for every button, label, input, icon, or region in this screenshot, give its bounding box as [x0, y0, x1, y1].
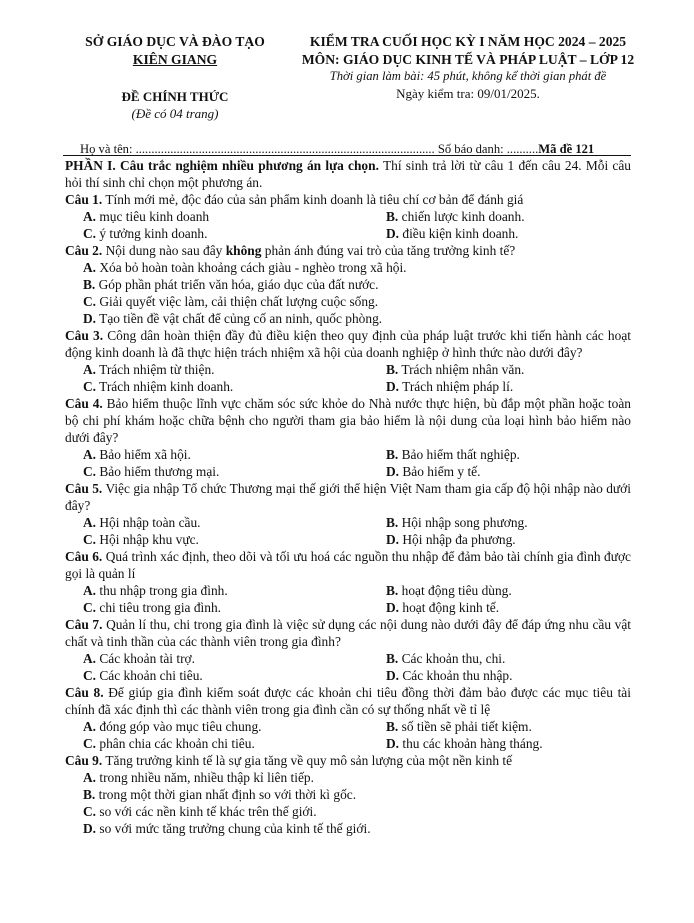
option-text: Bảo hiểm xã hội. — [96, 447, 191, 462]
option-text: Trách nhiệm từ thiện. — [96, 362, 215, 377]
question-2 — [65, 242, 631, 259]
option-d — [386, 531, 631, 548]
option-key: D. — [386, 379, 400, 394]
question-label: Câu 6. — [65, 549, 103, 564]
question-text: Tăng trưởng kinh tế là sự gia tăng về quy mô sản lượng của một nền kinh tế — [102, 753, 513, 768]
question-text: Việc gia nhập Tổ chức Thương mại thế giới thể hiện Việt Nam tham gia cấp độ hội nhập nào dưới đây? — [65, 481, 631, 513]
option-b — [386, 650, 631, 667]
option-key: D. — [83, 821, 97, 836]
option-key: A. — [83, 362, 97, 377]
option-key: D. — [386, 464, 400, 479]
option-b — [386, 361, 631, 378]
option-key: A. — [83, 260, 97, 275]
question-label: Câu 2. — [65, 243, 103, 258]
header-divider — [63, 155, 631, 156]
options-row — [65, 446, 631, 463]
option-key: C. — [83, 600, 97, 615]
option-key: C. — [83, 294, 97, 309]
option-d — [386, 463, 631, 480]
question-9 — [65, 752, 631, 769]
header-left — [70, 33, 280, 122]
options-row — [65, 514, 631, 531]
option-key: A. — [83, 583, 97, 598]
question-6 — [65, 548, 631, 582]
question-label: Câu 9. — [65, 753, 103, 768]
option-key: A. — [83, 651, 97, 666]
option-text: chi tiêu trong gia đình. — [96, 600, 221, 615]
option-d — [65, 820, 631, 837]
option-key: C. — [83, 379, 97, 394]
option-d — [386, 599, 631, 616]
option-text: Trách nhiệm kinh doanh. — [96, 379, 234, 394]
option-text: Các khoản thu, chi. — [398, 651, 506, 666]
option-key: B. — [386, 651, 399, 666]
options-row — [65, 208, 631, 225]
option-c — [65, 803, 631, 820]
option-key: C. — [83, 804, 97, 819]
option-key: A. — [83, 209, 97, 224]
part1-heading — [65, 157, 631, 191]
exam-date: Ngày kiểm tra: 09/01/2025. — [396, 86, 540, 101]
option-text: Trách nhiệm pháp lí. — [399, 379, 514, 394]
question-text: Quản lí thu, chi trong gia đình là việc sử dụng các nội dung nào dưới đây để đáp ứng nhu cầu vật chất và tinh thần của các thành viên trong gia đình? — [65, 617, 631, 649]
option-key: C. — [83, 226, 97, 241]
option-c — [83, 463, 386, 480]
option-text: Các khoản thu nhập. — [399, 668, 513, 683]
question-text: Nội dung nào sau đây — [102, 243, 226, 258]
header-right — [272, 33, 664, 102]
option-c — [83, 225, 386, 242]
option-d — [386, 735, 631, 752]
option-key: D. — [83, 311, 97, 326]
option-b — [386, 514, 631, 531]
option-text: thu các khoản hàng tháng. — [399, 736, 543, 751]
name-and-id-fields: Họ và tên: ............................................................................................... Số báo danh: .......... — [80, 142, 539, 156]
exam-code: Mã đề 121 — [538, 142, 595, 156]
option-text: Các khoản chi tiêu. — [96, 668, 203, 683]
option-a — [83, 650, 386, 667]
option-key: A. — [83, 770, 97, 785]
options-row — [65, 361, 631, 378]
option-key: A. — [83, 719, 97, 734]
option-a — [83, 514, 386, 531]
option-b — [386, 208, 631, 225]
option-a — [83, 446, 386, 463]
option-text: Xóa bỏ hoàn toàn khoảng cách giàu - nghèo trong xã hội. — [96, 260, 407, 275]
option-a — [65, 769, 631, 786]
options-row — [65, 735, 631, 752]
official-label: ĐỀ CHÍNH THỨC — [121, 89, 229, 104]
option-d — [65, 310, 631, 327]
question-4 — [65, 395, 631, 446]
option-key: D. — [386, 226, 400, 241]
question-8 — [65, 684, 631, 718]
option-text: hoạt động kinh tế. — [399, 600, 500, 615]
option-text: phân chia các khoản chi tiêu. — [96, 736, 255, 751]
question-emphasis: không — [225, 243, 262, 258]
option-d — [386, 667, 631, 684]
part1-title: PHẦN I. Câu trắc nghiệm nhiều phương án lựa chọn. — [65, 158, 379, 173]
options-row — [65, 718, 631, 735]
question-5 — [65, 480, 631, 514]
question-text: Để giúp gia đình kiểm soát được các khoản chi tiêu đồng thời đảm bảo được các mục tiêu tài chính đã xác định thì các thành viên trong gia đình cần có sự thống nhất về tỉ lệ — [65, 685, 631, 717]
option-text: Trách nhiệm nhân văn. — [398, 362, 525, 377]
option-key: B. — [83, 787, 96, 802]
option-text: Hội nhập toàn cầu. — [96, 515, 201, 530]
option-c — [83, 667, 386, 684]
option-text: Hội nhập đa phương. — [399, 532, 516, 547]
option-a — [83, 208, 386, 225]
option-a — [83, 718, 386, 735]
question-text: Công dân hoàn thiện đầy đủ điều kiện theo quy định của pháp luật trước khi tiến hành các hoạt động kinh doanh là đã thực hiện trách nhiệm xã hội của doanh nghiệp ở hình thức nào dưới đây? — [65, 328, 631, 360]
options-row — [65, 599, 631, 616]
option-key: B. — [386, 583, 399, 598]
option-key: D. — [386, 600, 400, 615]
option-text: hoạt động tiêu dùng. — [398, 583, 512, 598]
department-name: SỞ GIÁO DỤC VÀ ĐÀO TẠO — [85, 34, 265, 49]
question-7 — [65, 616, 631, 650]
question-label: Câu 7. — [65, 617, 103, 632]
option-key: B. — [386, 515, 399, 530]
question-text: Quá trình xác định, theo dõi và tối ưu hoá các nguồn thu nhập để đảm bảo tài chính gia đình được gọi là quản lí — [65, 549, 631, 581]
option-c — [83, 531, 386, 548]
option-text: so với các nền kinh tế khác trên thế giới. — [96, 804, 317, 819]
options-row — [65, 650, 631, 667]
question-label: Câu 1. — [65, 192, 103, 207]
option-text: Tạo tiền đề vật chất để củng cố an ninh, quốc phòng. — [96, 311, 383, 326]
part1-instruction: Thí sinh trả lời từ câu 1 đến câu 24. Mỗi câu hỏi thí sinh chỉ chọn một phương án. — [65, 158, 632, 190]
option-a — [83, 361, 386, 378]
subject-title: MÔN: GIÁO DỤC KINH TẾ VÀ PHÁP LUẬT – LỚP 12 — [301, 52, 635, 67]
option-a — [65, 259, 631, 276]
option-b — [386, 582, 631, 599]
option-b — [386, 718, 631, 735]
question-label: Câu 4. — [65, 396, 103, 411]
option-text: Góp phần phát triển văn hóa, giáo dục của đất nước. — [95, 277, 379, 292]
option-text: số tiền sẽ phải tiết kiệm. — [398, 719, 532, 734]
option-text: Giải quyết việc làm, cải thiện chất lượng cuộc sống. — [96, 294, 379, 309]
option-key: D. — [386, 736, 400, 751]
question-label: Câu 5. — [65, 481, 103, 496]
option-c — [83, 378, 386, 395]
option-key: C. — [83, 736, 97, 751]
option-text: Các khoản tài trợ. — [96, 651, 195, 666]
time-note: Thời gian làm bài: 45 phút, không kể thời gian phát đề — [329, 69, 607, 83]
option-text: Bảo hiểm y tế. — [399, 464, 481, 479]
option-key: B. — [386, 719, 399, 734]
option-text: Bảo hiểm thương mại. — [96, 464, 220, 479]
options-row — [65, 463, 631, 480]
option-text: đóng góp vào mục tiêu chung. — [96, 719, 262, 734]
option-key: B. — [83, 277, 96, 292]
option-b — [65, 276, 631, 293]
option-a — [83, 582, 386, 599]
question-label: Câu 8. — [65, 685, 104, 700]
question-text: Bảo hiểm thuộc lĩnh vực chăm sóc sức khỏe do Nhà nước thực hiện, bù đắp một phần hoặc toàn bộ chi phí khám hoặc chữa bệnh cho người tham gia bảo hiểm là nội dung của loại hình bảo hiểm nào dưới đây? — [65, 396, 631, 445]
option-text: điều kiện kinh doanh. — [399, 226, 519, 241]
option-key: B. — [386, 362, 399, 377]
options-row — [65, 582, 631, 599]
option-b — [386, 446, 631, 463]
pages-note: (Đề có 04 trang) — [131, 106, 219, 121]
option-c — [83, 599, 386, 616]
option-text: thu nhập trong gia đình. — [96, 583, 228, 598]
question-text: phản ánh đúng vai trò của tăng trưởng kinh tế? — [261, 243, 516, 258]
option-c — [83, 735, 386, 752]
option-key: D. — [386, 532, 400, 547]
option-d — [386, 378, 631, 395]
option-key: C. — [83, 464, 97, 479]
option-text: trong nhiều năm, nhiều thập kỉ liên tiếp. — [96, 770, 314, 785]
question-text: Tính mới mẻ, độc đáo của sản phẩm kinh doanh là tiêu chí cơ bản để đánh giá — [102, 192, 524, 207]
option-text: trong một thời gian nhất định so với thời kì gốc. — [95, 787, 357, 802]
options-row — [65, 531, 631, 548]
option-d — [386, 225, 631, 242]
option-key: C. — [83, 668, 97, 683]
option-text: ý tưởng kinh doanh. — [96, 226, 208, 241]
option-text: Hội nhập khu vực. — [96, 532, 199, 547]
question-label: Câu 3. — [65, 328, 104, 343]
options-row — [65, 667, 631, 684]
option-c — [65, 293, 631, 310]
option-text: mục tiêu kinh doanh — [96, 209, 210, 224]
option-text: Bảo hiểm thất nghiệp. — [398, 447, 520, 462]
question-3 — [65, 327, 631, 361]
options-row — [65, 378, 631, 395]
option-text: Hội nhập song phương. — [398, 515, 528, 530]
option-key: A. — [83, 515, 97, 530]
option-key: B. — [386, 447, 399, 462]
option-text: so với mức tăng trưởng chung của kinh tế thế giới. — [96, 821, 371, 836]
exam-title: KIỂM TRA CUỐI HỌC KỲ I NĂM HỌC 2024 – 2025 — [309, 34, 627, 49]
option-key: D. — [386, 668, 400, 683]
option-text: chiến lược kinh doanh. — [398, 209, 525, 224]
exam-body — [65, 157, 631, 837]
option-key: B. — [386, 209, 399, 224]
province-name: KIÊN GIANG — [132, 52, 218, 67]
option-b — [65, 786, 631, 803]
question-1 — [65, 191, 631, 208]
options-row — [65, 225, 631, 242]
option-key: C. — [83, 532, 97, 547]
option-key: A. — [83, 447, 97, 462]
